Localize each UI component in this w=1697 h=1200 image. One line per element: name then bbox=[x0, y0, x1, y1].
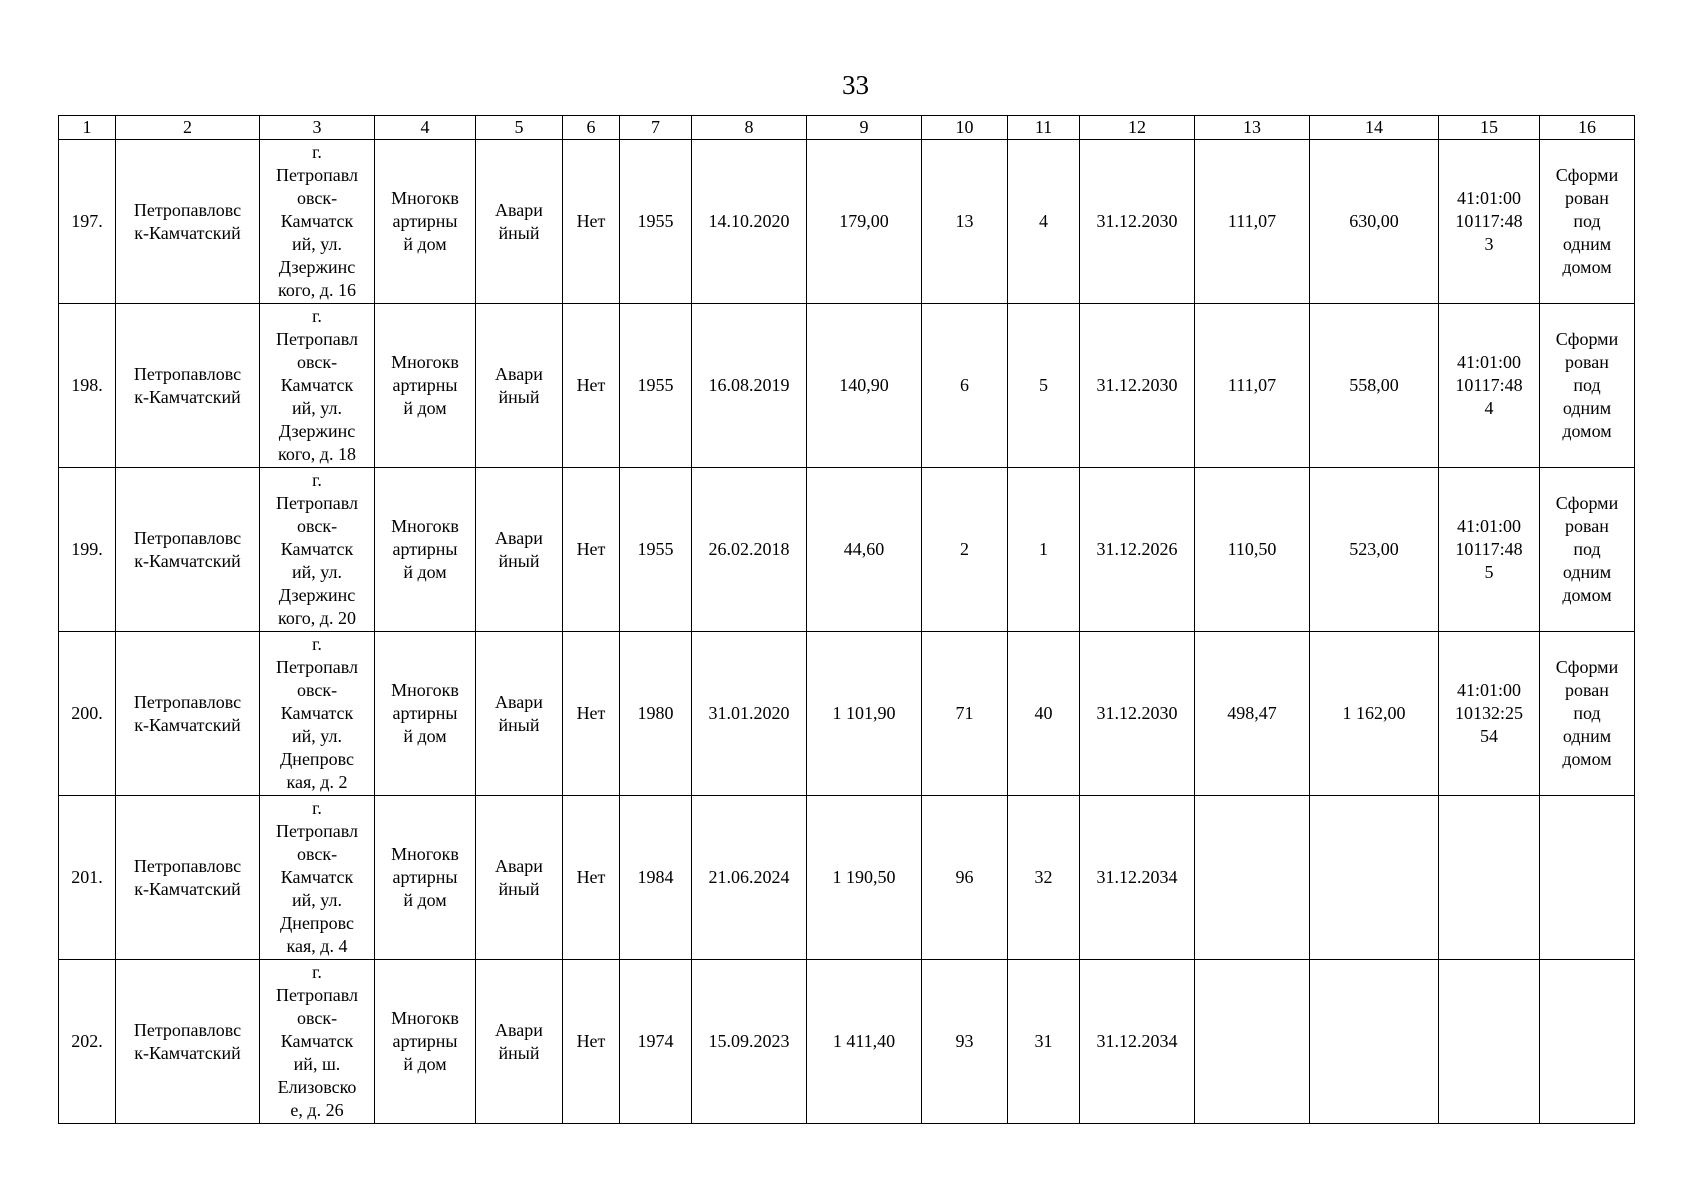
residents-cell-text: 2 bbox=[960, 539, 969, 559]
note-cell bbox=[1540, 304, 1635, 468]
column-header: 10 bbox=[922, 116, 1008, 140]
address-cell-text: г. Петропавл овск- Камчатск ий, ул. Днепровс кая, д. 2 bbox=[276, 634, 358, 792]
note-cell bbox=[1540, 140, 1635, 304]
building-type-cell bbox=[375, 140, 476, 304]
deadline-cell bbox=[1080, 960, 1195, 1124]
residents-cell-text: 96 bbox=[955, 867, 974, 887]
recognition-date-cell bbox=[692, 304, 807, 468]
deadline-cell-text: 31.12.2030 bbox=[1096, 703, 1178, 723]
address-cell-text: г. Петропавл овск- Камчатск ий, ул. Дзержинс кого, д. 18 bbox=[276, 306, 358, 464]
recognition-date-cell bbox=[692, 960, 807, 1124]
column-14-cell-text: 558,00 bbox=[1349, 375, 1399, 395]
area-cell-text: 44,60 bbox=[843, 539, 885, 559]
building-type-cell bbox=[375, 960, 476, 1124]
deadline-cell bbox=[1080, 796, 1195, 960]
note-cell-text: Сформи рован под одним домом bbox=[1555, 165, 1619, 277]
flag-cell-text: Нет bbox=[576, 867, 606, 887]
premises-cell bbox=[1008, 304, 1080, 468]
year-built-cell bbox=[620, 304, 692, 468]
column-14-cell bbox=[1310, 140, 1439, 304]
flag-cell bbox=[563, 140, 620, 304]
address-cell-text: г. Петропавл овск- Камчатск ий, ш. Елизовско е, д. 26 bbox=[276, 962, 358, 1120]
premises-cell bbox=[1008, 796, 1080, 960]
column-header: 16 bbox=[1540, 116, 1635, 140]
year-built-cell-text: 1955 bbox=[637, 539, 674, 559]
row-number bbox=[59, 468, 116, 632]
row-number bbox=[59, 140, 116, 304]
area-cell-text: 1 411,40 bbox=[832, 1031, 896, 1051]
condition-cell bbox=[476, 140, 563, 304]
residents-cell bbox=[922, 140, 1008, 304]
address-cell bbox=[260, 468, 375, 632]
column-header: 5 bbox=[476, 116, 563, 140]
row-number bbox=[59, 796, 116, 960]
flag-cell-text: Нет bbox=[576, 1031, 606, 1051]
table-row bbox=[59, 960, 1635, 1124]
residents-cell bbox=[922, 468, 1008, 632]
column-header: 15 bbox=[1439, 116, 1540, 140]
municipality-cell bbox=[116, 632, 260, 796]
residents-cell-text: 71 bbox=[955, 703, 974, 723]
note-cell-text: Сформи рован под одним домом bbox=[1555, 329, 1619, 441]
year-built-cell-text: 1955 bbox=[637, 211, 674, 231]
municipality-cell-text: Петропавловс к-Камчатский bbox=[133, 855, 242, 899]
residents-cell bbox=[922, 960, 1008, 1124]
cadastral-number-cell bbox=[1439, 468, 1540, 632]
cadastral-number-cell bbox=[1439, 960, 1540, 1124]
municipality-cell bbox=[116, 304, 260, 468]
recognition-date-cell bbox=[692, 140, 807, 304]
condition-cell bbox=[476, 960, 563, 1124]
condition-cell bbox=[476, 632, 563, 796]
column-13-cell bbox=[1195, 468, 1310, 632]
cadastral-number-cell-text: 41:01:00 10132:25 54 bbox=[1454, 680, 1523, 746]
premises-cell-text: 5 bbox=[1039, 375, 1048, 395]
condition-cell-text: Авари йный bbox=[495, 691, 543, 735]
flag-cell bbox=[563, 468, 620, 632]
table-body bbox=[59, 116, 1635, 1124]
municipality-cell-text: Петропавловс к-Камчатский bbox=[133, 1019, 242, 1063]
flag-cell bbox=[563, 632, 620, 796]
premises-cell-text: 40 bbox=[1034, 703, 1053, 723]
column-14-cell bbox=[1310, 796, 1439, 960]
year-built-cell bbox=[620, 796, 692, 960]
deadline-cell bbox=[1080, 632, 1195, 796]
residents-cell bbox=[922, 632, 1008, 796]
residents-cell bbox=[922, 304, 1008, 468]
deadline-cell-text: 31.12.2030 bbox=[1096, 375, 1178, 395]
column-13-cell bbox=[1195, 140, 1310, 304]
year-built-cell bbox=[620, 468, 692, 632]
premises-cell bbox=[1008, 632, 1080, 796]
year-built-cell-text: 1974 bbox=[637, 1031, 674, 1051]
table-row bbox=[59, 304, 1635, 468]
table-row bbox=[59, 468, 1635, 632]
flag-cell-text: Нет bbox=[576, 211, 606, 231]
address-cell bbox=[260, 796, 375, 960]
page-number: 33 bbox=[842, 70, 869, 100]
note-cell bbox=[1540, 632, 1635, 796]
deadline-cell bbox=[1080, 468, 1195, 632]
building-type-cell-text: Многокв артирны й дом bbox=[391, 844, 459, 910]
flag-cell-text: Нет bbox=[576, 703, 606, 723]
residents-cell-text: 6 bbox=[960, 375, 969, 395]
deadline-cell-text: 31.12.2026 bbox=[1096, 539, 1178, 559]
deadline-cell bbox=[1080, 304, 1195, 468]
note-cell bbox=[1540, 468, 1635, 632]
deadline-cell-text: 31.12.2030 bbox=[1096, 211, 1178, 231]
column-header: 14 bbox=[1310, 116, 1439, 140]
column-14-cell bbox=[1310, 632, 1439, 796]
building-type-cell bbox=[375, 796, 476, 960]
municipality-cell bbox=[116, 796, 260, 960]
row-number-text: 201. bbox=[71, 867, 103, 887]
area-cell bbox=[807, 796, 922, 960]
column-13-cell-text: 110,50 bbox=[1227, 539, 1277, 559]
area-cell-text: 140,90 bbox=[839, 375, 889, 395]
area-cell-text: 1 101,90 bbox=[832, 703, 896, 723]
column-13-cell-text: 111,07 bbox=[1227, 375, 1277, 395]
recognition-date-cell bbox=[692, 468, 807, 632]
area-cell bbox=[807, 304, 922, 468]
row-number-text: 198. bbox=[71, 375, 103, 395]
recognition-date-cell-text: 14.10.2020 bbox=[708, 211, 790, 231]
premises-cell-text: 4 bbox=[1039, 211, 1048, 231]
deadline-cell-text: 31.12.2034 bbox=[1096, 1031, 1178, 1051]
building-type-cell-text: Многокв артирны й дом bbox=[391, 352, 459, 418]
column-14-cell bbox=[1310, 960, 1439, 1124]
municipality-cell bbox=[116, 468, 260, 632]
column-14-cell bbox=[1310, 468, 1439, 632]
address-cell bbox=[260, 140, 375, 304]
condition-cell-text: Авари йный bbox=[495, 363, 543, 407]
condition-cell bbox=[476, 796, 563, 960]
cadastral-number-cell-text: 41:01:00 10117:48 4 bbox=[1455, 352, 1523, 418]
address-cell-text: г. Петропавл овск- Камчатск ий, ул. Дзержинс кого, д. 20 bbox=[276, 470, 358, 628]
residents-cell-text: 13 bbox=[955, 211, 974, 231]
note-cell-text: Сформи рован под одним домом bbox=[1555, 493, 1619, 605]
recognition-date-cell bbox=[692, 632, 807, 796]
cadastral-number-cell-text: 41:01:00 10117:48 5 bbox=[1455, 516, 1523, 582]
column-header: 12 bbox=[1080, 116, 1195, 140]
flag-cell bbox=[563, 304, 620, 468]
row-number-text: 202. bbox=[71, 1031, 103, 1051]
year-built-cell bbox=[620, 632, 692, 796]
recognition-date-cell-text: 21.06.2024 bbox=[708, 867, 790, 887]
municipality-cell bbox=[116, 140, 260, 304]
building-type-cell bbox=[375, 304, 476, 468]
recognition-date-cell-text: 16.08.2019 bbox=[708, 375, 790, 395]
cadastral-number-cell bbox=[1439, 632, 1540, 796]
premises-cell bbox=[1008, 960, 1080, 1124]
column-13-cell-text: 498,47 bbox=[1227, 703, 1277, 723]
cadastral-number-cell-text: 41:01:00 10117:48 3 bbox=[1455, 188, 1523, 254]
row-number-text: 197. bbox=[71, 211, 103, 231]
condition-cell-text: Авари йный bbox=[495, 199, 543, 243]
table-row bbox=[59, 632, 1635, 796]
year-built-cell-text: 1984 bbox=[637, 867, 674, 887]
column-14-cell bbox=[1310, 304, 1439, 468]
row-number-text: 200. bbox=[71, 703, 103, 723]
premises-cell-text: 1 bbox=[1039, 539, 1048, 559]
area-cell bbox=[807, 632, 922, 796]
address-cell bbox=[260, 632, 375, 796]
flag-cell bbox=[563, 960, 620, 1124]
year-built-cell bbox=[620, 960, 692, 1124]
column-13-cell-text: 111,07 bbox=[1227, 211, 1277, 231]
column-header: 1 bbox=[59, 116, 116, 140]
address-cell bbox=[260, 304, 375, 468]
column-header: 11 bbox=[1008, 116, 1080, 140]
column-14-cell-text: 630,00 bbox=[1349, 211, 1399, 231]
year-built-cell-text: 1980 bbox=[637, 703, 674, 723]
premises-cell-text: 31 bbox=[1034, 1031, 1053, 1051]
condition-cell-text: Авари йный bbox=[495, 527, 543, 571]
address-cell bbox=[260, 960, 375, 1124]
deadline-cell bbox=[1080, 140, 1195, 304]
column-header: 13 bbox=[1195, 116, 1310, 140]
flag-cell-text: Нет bbox=[576, 375, 606, 395]
building-type-cell bbox=[375, 468, 476, 632]
column-13-cell bbox=[1195, 304, 1310, 468]
condition-cell-text: Авари йный bbox=[495, 855, 543, 899]
column-header: 7 bbox=[620, 116, 692, 140]
column-header: 9 bbox=[807, 116, 922, 140]
table-row bbox=[59, 796, 1635, 960]
municipality-cell-text: Петропавловс к-Камчатский bbox=[133, 691, 242, 735]
column-header: 3 bbox=[260, 116, 375, 140]
column-13-cell bbox=[1195, 796, 1310, 960]
column-14-cell-text: 523,00 bbox=[1349, 539, 1399, 559]
note-cell bbox=[1540, 796, 1635, 960]
row-number bbox=[59, 960, 116, 1124]
area-cell bbox=[807, 140, 922, 304]
column-13-cell bbox=[1195, 632, 1310, 796]
year-built-cell-text: 1955 bbox=[637, 375, 674, 395]
deadline-cell-text: 31.12.2034 bbox=[1096, 867, 1178, 887]
premises-cell bbox=[1008, 140, 1080, 304]
column-number-row bbox=[59, 116, 1635, 140]
condition-cell bbox=[476, 468, 563, 632]
column-header: 4 bbox=[375, 116, 476, 140]
municipality-cell-text: Петропавловс к-Камчатский bbox=[133, 363, 242, 407]
flag-cell-text: Нет bbox=[576, 539, 606, 559]
building-type-cell-text: Многокв артирны й дом bbox=[391, 680, 459, 746]
address-cell-text: г. Петропавл овск- Камчатск ий, ул. Дзержинс кого, д. 16 bbox=[276, 142, 358, 300]
recognition-date-cell-text: 15.09.2023 bbox=[708, 1031, 790, 1051]
cadastral-number-cell bbox=[1439, 140, 1540, 304]
housing-registry-table bbox=[58, 115, 1635, 1124]
row-number-text: 199. bbox=[71, 539, 103, 559]
building-type-cell-text: Многокв артирны й дом bbox=[391, 1008, 459, 1074]
flag-cell bbox=[563, 796, 620, 960]
area-cell-text: 1 190,50 bbox=[832, 867, 896, 887]
cadastral-number-cell bbox=[1439, 796, 1540, 960]
municipality-cell bbox=[116, 960, 260, 1124]
recognition-date-cell-text: 26.02.2018 bbox=[708, 539, 790, 559]
building-type-cell-text: Многокв артирны й дом bbox=[391, 188, 459, 254]
residents-cell-text: 93 bbox=[955, 1031, 974, 1051]
column-header: 6 bbox=[563, 116, 620, 140]
premises-cell bbox=[1008, 468, 1080, 632]
cadastral-number-cell bbox=[1439, 304, 1540, 468]
year-built-cell bbox=[620, 140, 692, 304]
column-13-cell bbox=[1195, 960, 1310, 1124]
residents-cell bbox=[922, 796, 1008, 960]
recognition-date-cell bbox=[692, 796, 807, 960]
note-cell bbox=[1540, 960, 1635, 1124]
area-cell-text: 179,00 bbox=[839, 211, 889, 231]
premises-cell-text: 32 bbox=[1034, 867, 1053, 887]
area-cell bbox=[807, 960, 922, 1124]
condition-cell-text: Авари йный bbox=[495, 1019, 543, 1063]
building-type-cell bbox=[375, 632, 476, 796]
recognition-date-cell-text: 31.01.2020 bbox=[708, 703, 790, 723]
condition-cell bbox=[476, 304, 563, 468]
table-row bbox=[59, 140, 1635, 304]
municipality-cell-text: Петропавловс к-Камчатский bbox=[133, 199, 242, 243]
area-cell bbox=[807, 468, 922, 632]
column-header: 8 bbox=[692, 116, 807, 140]
building-type-cell-text: Многокв артирны й дом bbox=[391, 516, 459, 582]
row-number bbox=[59, 632, 116, 796]
column-14-cell-text: 1 162,00 bbox=[1342, 703, 1406, 723]
municipality-cell-text: Петропавловс к-Камчатский bbox=[133, 527, 242, 571]
row-number bbox=[59, 304, 116, 468]
note-cell-text: Сформи рован под одним домом bbox=[1555, 657, 1619, 769]
address-cell-text: г. Петропавл овск- Камчатск ий, ул. Днепровс кая, д. 4 bbox=[276, 798, 358, 956]
column-header: 2 bbox=[116, 116, 260, 140]
